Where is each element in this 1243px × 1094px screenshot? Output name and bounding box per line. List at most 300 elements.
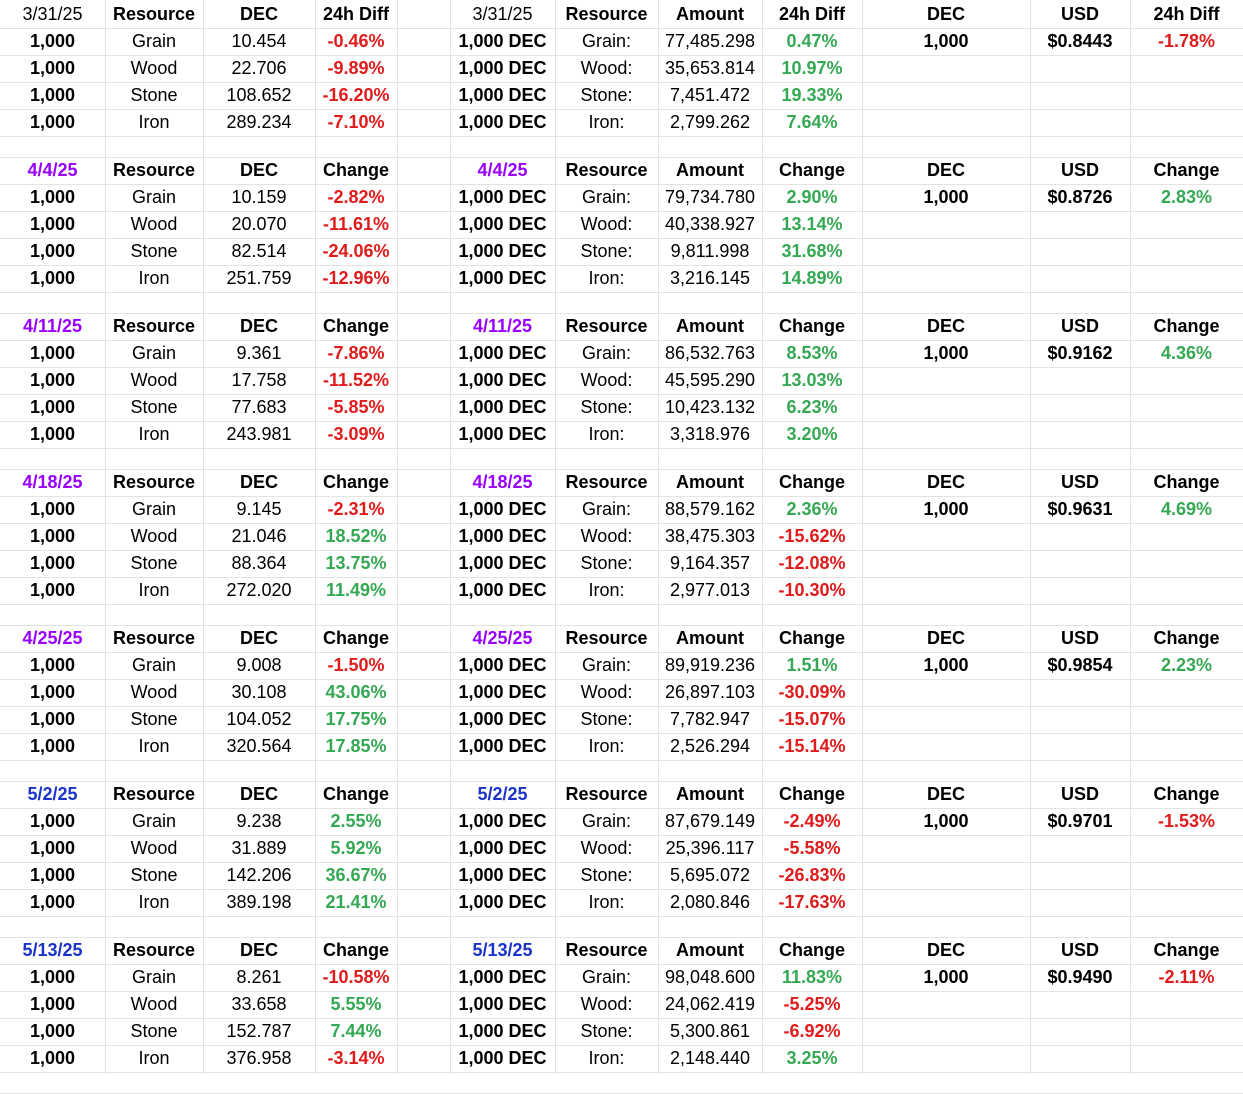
usd-header[interactable]: USD	[1060, 940, 1099, 960]
pool-date-header[interactable]: 4/18/25	[472, 472, 533, 492]
pool-resource-cell[interactable]: Stone:	[580, 865, 633, 885]
dec-change-cell[interactable]: -7.86%	[327, 343, 385, 363]
usd-price-cell[interactable]: $0.9490	[1047, 967, 1113, 987]
pair-cell[interactable]: 1,000 DEC	[458, 1048, 547, 1068]
usd-dec-header[interactable]: DEC	[926, 160, 965, 180]
pool-resource-cell[interactable]: Grain:	[581, 343, 632, 363]
dec-change-cell[interactable]: 5.55%	[330, 994, 382, 1014]
amount-change-cell[interactable]: -12.08%	[778, 553, 846, 573]
pool-resource-header[interactable]: Resource	[565, 472, 648, 492]
dec-price-cell[interactable]: 251.759	[226, 268, 292, 288]
resource-cell[interactable]: Iron	[138, 268, 170, 288]
pool-resource-cell[interactable]: Wood:	[580, 526, 633, 546]
dec-change-cell[interactable]: 13.75%	[325, 553, 387, 573]
pair-cell[interactable]: 1,000 DEC	[458, 370, 547, 390]
resource-cell[interactable]: Stone	[130, 553, 178, 573]
amount-change-cell[interactable]: -5.58%	[783, 838, 841, 858]
usd-header[interactable]: USD	[1060, 628, 1099, 648]
usd-change-header[interactable]: Change	[1153, 940, 1220, 960]
amount-change-cell[interactable]: 7.64%	[786, 112, 838, 132]
resource-header[interactable]: Resource	[112, 316, 196, 336]
change-header[interactable]: Change	[322, 472, 389, 492]
dec-change-cell[interactable]: -3.09%	[327, 424, 385, 444]
pair-cell[interactable]: 1,000 DEC	[458, 112, 547, 132]
usd-dec-header[interactable]: DEC	[926, 472, 965, 492]
pool-change-header[interactable]: Change	[778, 472, 845, 492]
usd-price-cell[interactable]: $0.9631	[1047, 499, 1113, 519]
pair-cell[interactable]: 1,000 DEC	[458, 580, 547, 600]
pool-resource-cell[interactable]: Stone:	[580, 709, 633, 729]
usd-dec-cell[interactable]: 1,000	[923, 811, 969, 831]
pair-cell[interactable]: 1,000 DEC	[458, 865, 547, 885]
amount-cell[interactable]: 10,423.132	[664, 397, 756, 417]
usd-dec-header[interactable]: DEC	[926, 628, 965, 648]
amount-cell[interactable]: 2,148.440	[669, 1048, 751, 1068]
dec-header[interactable]: DEC	[239, 628, 278, 648]
pair-cell[interactable]: 1,000 DEC	[458, 424, 547, 444]
pool-resource-cell[interactable]: Iron:	[588, 892, 625, 912]
usd-change-cell[interactable]: -2.11%	[1158, 967, 1215, 987]
pool-resource-header[interactable]: Resource	[565, 316, 648, 336]
resource-header[interactable]: Resource	[112, 472, 196, 492]
dec-price-cell[interactable]: 272.020	[226, 580, 292, 600]
resource-cell[interactable]: Grain	[131, 499, 176, 519]
pool-resource-cell[interactable]: Wood:	[580, 214, 633, 234]
change-header[interactable]: Change	[322, 940, 389, 960]
resource-cell[interactable]: Stone	[130, 1021, 178, 1041]
amount-header[interactable]: Amount	[676, 784, 744, 804]
usd-price-cell[interactable]: $0.9701	[1047, 811, 1113, 831]
pool-date-header[interactable]: 5/2/25	[477, 784, 528, 804]
resource-header[interactable]: Resource	[112, 160, 196, 180]
resource-cell[interactable]: Stone	[130, 85, 178, 105]
date-header[interactable]: 4/18/25	[22, 472, 83, 492]
amount-cell[interactable]: 5,300.861	[669, 1021, 751, 1041]
usd-dec-header[interactable]: DEC	[926, 4, 965, 24]
resource-cell[interactable]: Grain	[131, 811, 176, 831]
amount-change-cell[interactable]: -15.14%	[778, 736, 846, 756]
dec-price-cell[interactable]: 31.889	[231, 838, 287, 858]
pool-date-header[interactable]: 4/11/25	[472, 316, 533, 336]
pool-change-header[interactable]: Change	[778, 628, 845, 648]
qty-cell[interactable]: 1,000	[29, 580, 76, 600]
amount-change-cell[interactable]: -15.62%	[778, 526, 846, 546]
dec-change-cell[interactable]: 43.06%	[325, 682, 387, 702]
amount-change-cell[interactable]: -6.92%	[783, 1021, 841, 1041]
pool-resource-header[interactable]: Resource	[565, 784, 648, 804]
pool-resource-cell[interactable]: Wood:	[580, 682, 633, 702]
dec-price-cell[interactable]: 389.198	[226, 892, 292, 912]
amount-change-cell[interactable]: 10.97%	[781, 58, 843, 78]
usd-change-header[interactable]: 24h Diff	[1153, 4, 1220, 24]
qty-cell[interactable]: 1,000	[29, 31, 76, 51]
resource-cell[interactable]: Grain	[131, 655, 176, 675]
usd-header[interactable]: USD	[1060, 472, 1099, 492]
usd-change-header[interactable]: Change	[1153, 316, 1220, 336]
dec-change-cell[interactable]: -2.82%	[327, 187, 385, 207]
amount-change-cell[interactable]: 13.03%	[781, 370, 843, 390]
pool-resource-header[interactable]: Resource	[565, 4, 648, 24]
usd-header[interactable]: USD	[1060, 160, 1099, 180]
pool-resource-cell[interactable]: Iron:	[588, 112, 625, 132]
amount-change-cell[interactable]: 3.20%	[786, 424, 838, 444]
qty-cell[interactable]: 1,000	[29, 187, 76, 207]
pool-date-header[interactable]: 4/25/25	[472, 628, 533, 648]
resource-header[interactable]: Resource	[112, 628, 196, 648]
usd-header[interactable]: USD	[1060, 316, 1099, 336]
dec-change-cell[interactable]: -5.85%	[327, 397, 385, 417]
pair-cell[interactable]: 1,000 DEC	[458, 268, 547, 288]
dec-change-cell[interactable]: 36.67%	[325, 865, 387, 885]
amount-change-cell[interactable]: 14.89%	[781, 268, 843, 288]
resource-header[interactable]: Resource	[112, 784, 196, 804]
dec-price-cell[interactable]: 20.070	[231, 214, 287, 234]
usd-change-header[interactable]: Change	[1153, 160, 1220, 180]
resource-cell[interactable]: Wood	[130, 58, 178, 78]
pair-cell[interactable]: 1,000 DEC	[458, 838, 547, 858]
dec-price-cell[interactable]: 21.046	[231, 526, 287, 546]
pool-date-header[interactable]: 3/31/25	[472, 4, 533, 24]
pool-resource-cell[interactable]: Stone:	[580, 1021, 633, 1041]
pool-change-header[interactable]: Change	[778, 316, 845, 336]
pool-date-header[interactable]: 4/4/25	[477, 160, 528, 180]
qty-cell[interactable]: 1,000	[29, 85, 76, 105]
dec-header[interactable]: DEC	[239, 940, 278, 960]
resource-cell[interactable]: Grain	[131, 967, 176, 987]
pool-resource-cell[interactable]: Iron:	[588, 268, 625, 288]
qty-cell[interactable]: 1,000	[29, 499, 76, 519]
amount-header[interactable]: Amount	[676, 472, 744, 492]
dec-change-cell[interactable]: -11.61%	[322, 214, 390, 234]
amount-cell[interactable]: 3,216.145	[669, 268, 751, 288]
dec-change-cell[interactable]: 17.85%	[325, 736, 387, 756]
resource-cell[interactable]: Stone	[130, 865, 178, 885]
usd-change-cell[interactable]: 4.69%	[1160, 499, 1213, 519]
qty-cell[interactable]: 1,000	[29, 370, 76, 390]
usd-dec-header[interactable]: DEC	[926, 784, 965, 804]
resource-cell[interactable]: Wood	[130, 994, 178, 1014]
date-header[interactable]: 5/13/25	[22, 940, 83, 960]
dec-price-cell[interactable]: 88.364	[231, 553, 287, 573]
dec-header[interactable]: DEC	[239, 784, 278, 804]
amount-cell[interactable]: 77,485.298	[664, 31, 756, 51]
dec-change-cell[interactable]: -24.06%	[322, 241, 390, 261]
pool-resource-header[interactable]: Resource	[565, 940, 648, 960]
resource-cell[interactable]: Wood	[130, 526, 178, 546]
pair-cell[interactable]: 1,000 DEC	[458, 31, 547, 51]
amount-cell[interactable]: 3,318.976	[669, 424, 751, 444]
pool-change-header[interactable]: Change	[778, 940, 845, 960]
pool-resource-cell[interactable]: Iron:	[588, 424, 625, 444]
pool-resource-cell[interactable]: Stone:	[580, 553, 633, 573]
usd-change-cell[interactable]: -1.78%	[1157, 31, 1216, 51]
date-header[interactable]: 4/4/25	[27, 160, 78, 180]
qty-cell[interactable]: 1,000	[29, 838, 76, 858]
dec-header[interactable]: DEC	[239, 4, 278, 24]
dec-price-cell[interactable]: 9.361	[236, 343, 282, 363]
usd-change-header[interactable]: Change	[1153, 628, 1220, 648]
amount-change-cell[interactable]: 2.36%	[786, 499, 838, 519]
qty-cell[interactable]: 1,000	[29, 865, 76, 885]
dec-price-cell[interactable]: 243.981	[226, 424, 292, 444]
pair-cell[interactable]: 1,000 DEC	[458, 967, 547, 987]
pair-cell[interactable]: 1,000 DEC	[458, 58, 547, 78]
pool-change-header[interactable]: Change	[778, 160, 845, 180]
resource-header[interactable]: Resource	[112, 940, 196, 960]
pool-resource-cell[interactable]: Iron:	[588, 736, 625, 756]
usd-header[interactable]: USD	[1060, 4, 1099, 24]
qty-cell[interactable]: 1,000	[29, 526, 76, 546]
date-header[interactable]: 3/31/25	[22, 4, 83, 24]
usd-change-cell[interactable]: 4.36%	[1160, 343, 1213, 363]
resource-cell[interactable]: Stone	[130, 241, 178, 261]
change-header[interactable]: Change	[322, 784, 389, 804]
resource-cell[interactable]: Iron	[138, 424, 170, 444]
dec-price-cell[interactable]: 104.052	[226, 709, 292, 729]
pair-cell[interactable]: 1,000 DEC	[458, 526, 547, 546]
resource-cell[interactable]: Grain	[131, 343, 176, 363]
amount-change-cell[interactable]: -10.30%	[778, 580, 846, 600]
usd-dec-cell[interactable]: 1,000	[923, 499, 969, 519]
amount-change-cell[interactable]: 11.83%	[781, 967, 843, 987]
amount-change-cell[interactable]: 19.33%	[781, 85, 843, 105]
pair-cell[interactable]: 1,000 DEC	[458, 397, 547, 417]
amount-cell[interactable]: 35,653.814	[664, 58, 756, 78]
qty-cell[interactable]: 1,000	[29, 58, 76, 78]
amount-cell[interactable]: 2,977.013	[669, 580, 751, 600]
amount-header[interactable]: Amount	[676, 160, 744, 180]
amount-header[interactable]: Amount	[676, 4, 744, 24]
amount-cell[interactable]: 2,080.846	[669, 892, 751, 912]
usd-dec-cell[interactable]: 1,000	[923, 655, 969, 675]
dec-change-cell[interactable]: -7.10%	[327, 112, 385, 132]
change-header[interactable]: Change	[322, 316, 389, 336]
resource-header[interactable]: Resource	[112, 4, 196, 24]
usd-change-cell[interactable]: 2.83%	[1160, 187, 1213, 207]
pair-cell[interactable]: 1,000 DEC	[458, 994, 547, 1014]
amount-change-cell[interactable]: 0.47%	[786, 31, 838, 51]
pool-resource-cell[interactable]: Iron:	[588, 580, 625, 600]
amount-change-cell[interactable]: 2.90%	[786, 187, 838, 207]
dec-price-cell[interactable]: 376.958	[226, 1048, 292, 1068]
dec-price-cell[interactable]: 30.108	[231, 682, 287, 702]
amount-cell[interactable]: 24,062.419	[664, 994, 756, 1014]
resource-cell[interactable]: Iron	[138, 580, 170, 600]
usd-dec-cell[interactable]: 1,000	[923, 187, 969, 207]
resource-cell[interactable]: Iron	[138, 892, 170, 912]
amount-cell[interactable]: 9,164.357	[669, 553, 751, 573]
pair-cell[interactable]: 1,000 DEC	[458, 85, 547, 105]
pair-cell[interactable]: 1,000 DEC	[458, 811, 547, 831]
qty-cell[interactable]: 1,000	[29, 241, 76, 261]
amount-change-cell[interactable]: 13.14%	[781, 214, 843, 234]
qty-cell[interactable]: 1,000	[29, 1048, 76, 1068]
dec-change-cell[interactable]: 18.52%	[325, 526, 387, 546]
amount-cell[interactable]: 2,799.262	[669, 112, 751, 132]
pair-cell[interactable]: 1,000 DEC	[458, 187, 547, 207]
resource-cell[interactable]: Iron	[138, 1048, 170, 1068]
qty-cell[interactable]: 1,000	[29, 682, 76, 702]
dec-price-cell[interactable]: 142.206	[226, 865, 292, 885]
amount-change-cell[interactable]: -30.09%	[778, 682, 846, 702]
dec-change-cell[interactable]: 11.49%	[325, 580, 387, 600]
pair-cell[interactable]: 1,000 DEC	[458, 214, 547, 234]
qty-cell[interactable]: 1,000	[29, 892, 76, 912]
amount-cell[interactable]: 89,919.236	[664, 655, 756, 675]
resource-cell[interactable]: Wood	[130, 214, 178, 234]
qty-cell[interactable]: 1,000	[29, 397, 76, 417]
change-header[interactable]: 24h Diff	[322, 4, 389, 24]
dec-change-cell[interactable]: -9.89%	[327, 58, 385, 78]
dec-change-cell[interactable]: 5.92%	[330, 838, 382, 858]
usd-price-cell[interactable]: $0.9854	[1047, 655, 1113, 675]
pool-resource-cell[interactable]: Stone:	[580, 397, 633, 417]
resource-cell[interactable]: Iron	[138, 112, 170, 132]
usd-dec-cell[interactable]: 1,000	[923, 31, 969, 51]
resource-cell[interactable]: Grain	[131, 187, 176, 207]
amount-header[interactable]: Amount	[676, 316, 744, 336]
dec-price-cell[interactable]: 17.758	[231, 370, 287, 390]
pair-cell[interactable]: 1,000 DEC	[458, 682, 547, 702]
amount-cell[interactable]: 98,048.600	[664, 967, 756, 987]
change-header[interactable]: Change	[322, 628, 389, 648]
pool-resource-cell[interactable]: Iron:	[588, 1048, 625, 1068]
qty-cell[interactable]: 1,000	[29, 214, 76, 234]
dec-price-cell[interactable]: 77.683	[231, 397, 287, 417]
pair-cell[interactable]: 1,000 DEC	[458, 736, 547, 756]
amount-header[interactable]: Amount	[676, 628, 744, 648]
pool-resource-cell[interactable]: Wood:	[580, 370, 633, 390]
resource-cell[interactable]: Grain	[131, 31, 176, 51]
amount-change-cell[interactable]: -15.07%	[778, 709, 846, 729]
amount-cell[interactable]: 45,595.290	[664, 370, 756, 390]
amount-cell[interactable]: 7,782.947	[669, 709, 751, 729]
pair-cell[interactable]: 1,000 DEC	[458, 1021, 547, 1041]
dec-header[interactable]: DEC	[239, 160, 278, 180]
date-header[interactable]: 5/2/25	[27, 784, 78, 804]
dec-change-cell[interactable]: -10.58%	[322, 967, 390, 987]
qty-cell[interactable]: 1,000	[29, 967, 76, 987]
pool-resource-cell[interactable]: Grain:	[581, 187, 632, 207]
dec-price-cell[interactable]: 33.658	[231, 994, 287, 1014]
amount-cell[interactable]: 87,679.149	[664, 811, 756, 831]
pool-resource-cell[interactable]: Stone:	[580, 241, 633, 261]
usd-price-cell[interactable]: $0.9162	[1047, 343, 1113, 363]
pool-resource-header[interactable]: Resource	[565, 160, 648, 180]
usd-change-header[interactable]: Change	[1153, 784, 1220, 804]
qty-cell[interactable]: 1,000	[29, 112, 76, 132]
dec-change-cell[interactable]: -0.46%	[327, 31, 385, 51]
usd-header[interactable]: USD	[1060, 784, 1099, 804]
amount-cell[interactable]: 38,475.303	[664, 526, 756, 546]
pair-cell[interactable]: 1,000 DEC	[458, 892, 547, 912]
amount-cell[interactable]: 88,579.162	[664, 499, 756, 519]
dec-price-cell[interactable]: 289.234	[226, 112, 292, 132]
usd-dec-cell[interactable]: 1,000	[923, 343, 969, 363]
date-header[interactable]: 4/11/25	[22, 316, 83, 336]
qty-cell[interactable]: 1,000	[29, 1021, 76, 1041]
pool-resource-cell[interactable]: Wood:	[580, 58, 633, 78]
dec-change-cell[interactable]: 21.41%	[325, 892, 387, 912]
dec-price-cell[interactable]: 108.652	[226, 85, 292, 105]
dec-price-cell[interactable]: 10.454	[231, 31, 287, 51]
dec-change-cell[interactable]: 7.44%	[330, 1021, 382, 1041]
resource-cell[interactable]: Iron	[138, 736, 170, 756]
pool-resource-cell[interactable]: Grain:	[581, 967, 632, 987]
dec-price-cell[interactable]: 152.787	[226, 1021, 292, 1041]
dec-header[interactable]: DEC	[239, 316, 278, 336]
usd-dec-header[interactable]: DEC	[926, 940, 965, 960]
dec-change-cell[interactable]: 2.55%	[330, 811, 382, 831]
qty-cell[interactable]: 1,000	[29, 811, 76, 831]
qty-cell[interactable]: 1,000	[29, 553, 76, 573]
dec-price-cell[interactable]: 82.514	[231, 241, 287, 261]
pair-cell[interactable]: 1,000 DEC	[458, 655, 547, 675]
pool-resource-cell[interactable]: Grain:	[581, 499, 632, 519]
dec-price-cell[interactable]: 8.261	[236, 967, 282, 987]
dec-price-cell[interactable]: 9.008	[236, 655, 282, 675]
pool-resource-cell[interactable]: Wood:	[580, 838, 633, 858]
dec-change-cell[interactable]: -3.14%	[327, 1048, 385, 1068]
pair-cell[interactable]: 1,000 DEC	[458, 499, 547, 519]
pool-resource-cell[interactable]: Wood:	[580, 994, 633, 1014]
pool-resource-header[interactable]: Resource	[565, 628, 648, 648]
change-header[interactable]: Change	[322, 160, 389, 180]
dec-change-cell[interactable]: 17.75%	[325, 709, 387, 729]
qty-cell[interactable]: 1,000	[29, 709, 76, 729]
amount-change-cell[interactable]: -5.25%	[783, 994, 841, 1014]
qty-cell[interactable]: 1,000	[29, 655, 76, 675]
pair-cell[interactable]: 1,000 DEC	[458, 553, 547, 573]
resource-cell[interactable]: Wood	[130, 682, 178, 702]
dec-price-cell[interactable]: 10.159	[231, 187, 287, 207]
qty-cell[interactable]: 1,000	[29, 268, 76, 288]
usd-change-header[interactable]: Change	[1153, 472, 1220, 492]
pool-resource-cell[interactable]: Stone:	[580, 85, 633, 105]
amount-change-cell[interactable]: 1.51%	[786, 655, 838, 675]
dec-change-cell[interactable]: -1.50%	[327, 655, 385, 675]
usd-change-cell[interactable]: 2.23%	[1160, 655, 1213, 675]
amount-change-cell[interactable]: -2.49%	[783, 811, 841, 831]
dec-change-cell[interactable]: -16.20%	[322, 85, 390, 105]
pool-resource-cell[interactable]: Grain:	[581, 655, 632, 675]
amount-cell[interactable]: 26,897.103	[664, 682, 756, 702]
usd-dec-header[interactable]: DEC	[926, 316, 965, 336]
dec-price-cell[interactable]: 320.564	[226, 736, 292, 756]
pool-resource-cell[interactable]: Grain:	[581, 31, 632, 51]
resource-cell[interactable]: Wood	[130, 370, 178, 390]
amount-change-cell[interactable]: 6.23%	[786, 397, 838, 417]
qty-cell[interactable]: 1,000	[29, 994, 76, 1014]
pool-change-header[interactable]: 24h Diff	[778, 4, 845, 24]
usd-price-cell[interactable]: $0.8443	[1047, 31, 1113, 51]
dec-change-cell[interactable]: -2.31%	[327, 499, 385, 519]
amount-cell[interactable]: 79,734.780	[664, 187, 756, 207]
dec-header[interactable]: DEC	[239, 472, 278, 492]
amount-header[interactable]: Amount	[676, 940, 744, 960]
dec-change-cell[interactable]: -11.52%	[322, 370, 390, 390]
amount-cell[interactable]: 2,526.294	[669, 736, 751, 756]
amount-change-cell[interactable]: 31.68%	[781, 241, 843, 261]
usd-price-cell[interactable]: $0.8726	[1047, 187, 1113, 207]
amount-cell[interactable]: 25,396.117	[665, 838, 755, 858]
amount-cell[interactable]: 86,532.763	[664, 343, 756, 363]
pool-change-header[interactable]: Change	[778, 784, 845, 804]
resource-cell[interactable]: Stone	[130, 709, 178, 729]
amount-cell[interactable]: 9,811.998	[670, 241, 750, 261]
pair-cell[interactable]: 1,000 DEC	[458, 241, 547, 261]
pair-cell[interactable]: 1,000 DEC	[458, 709, 547, 729]
